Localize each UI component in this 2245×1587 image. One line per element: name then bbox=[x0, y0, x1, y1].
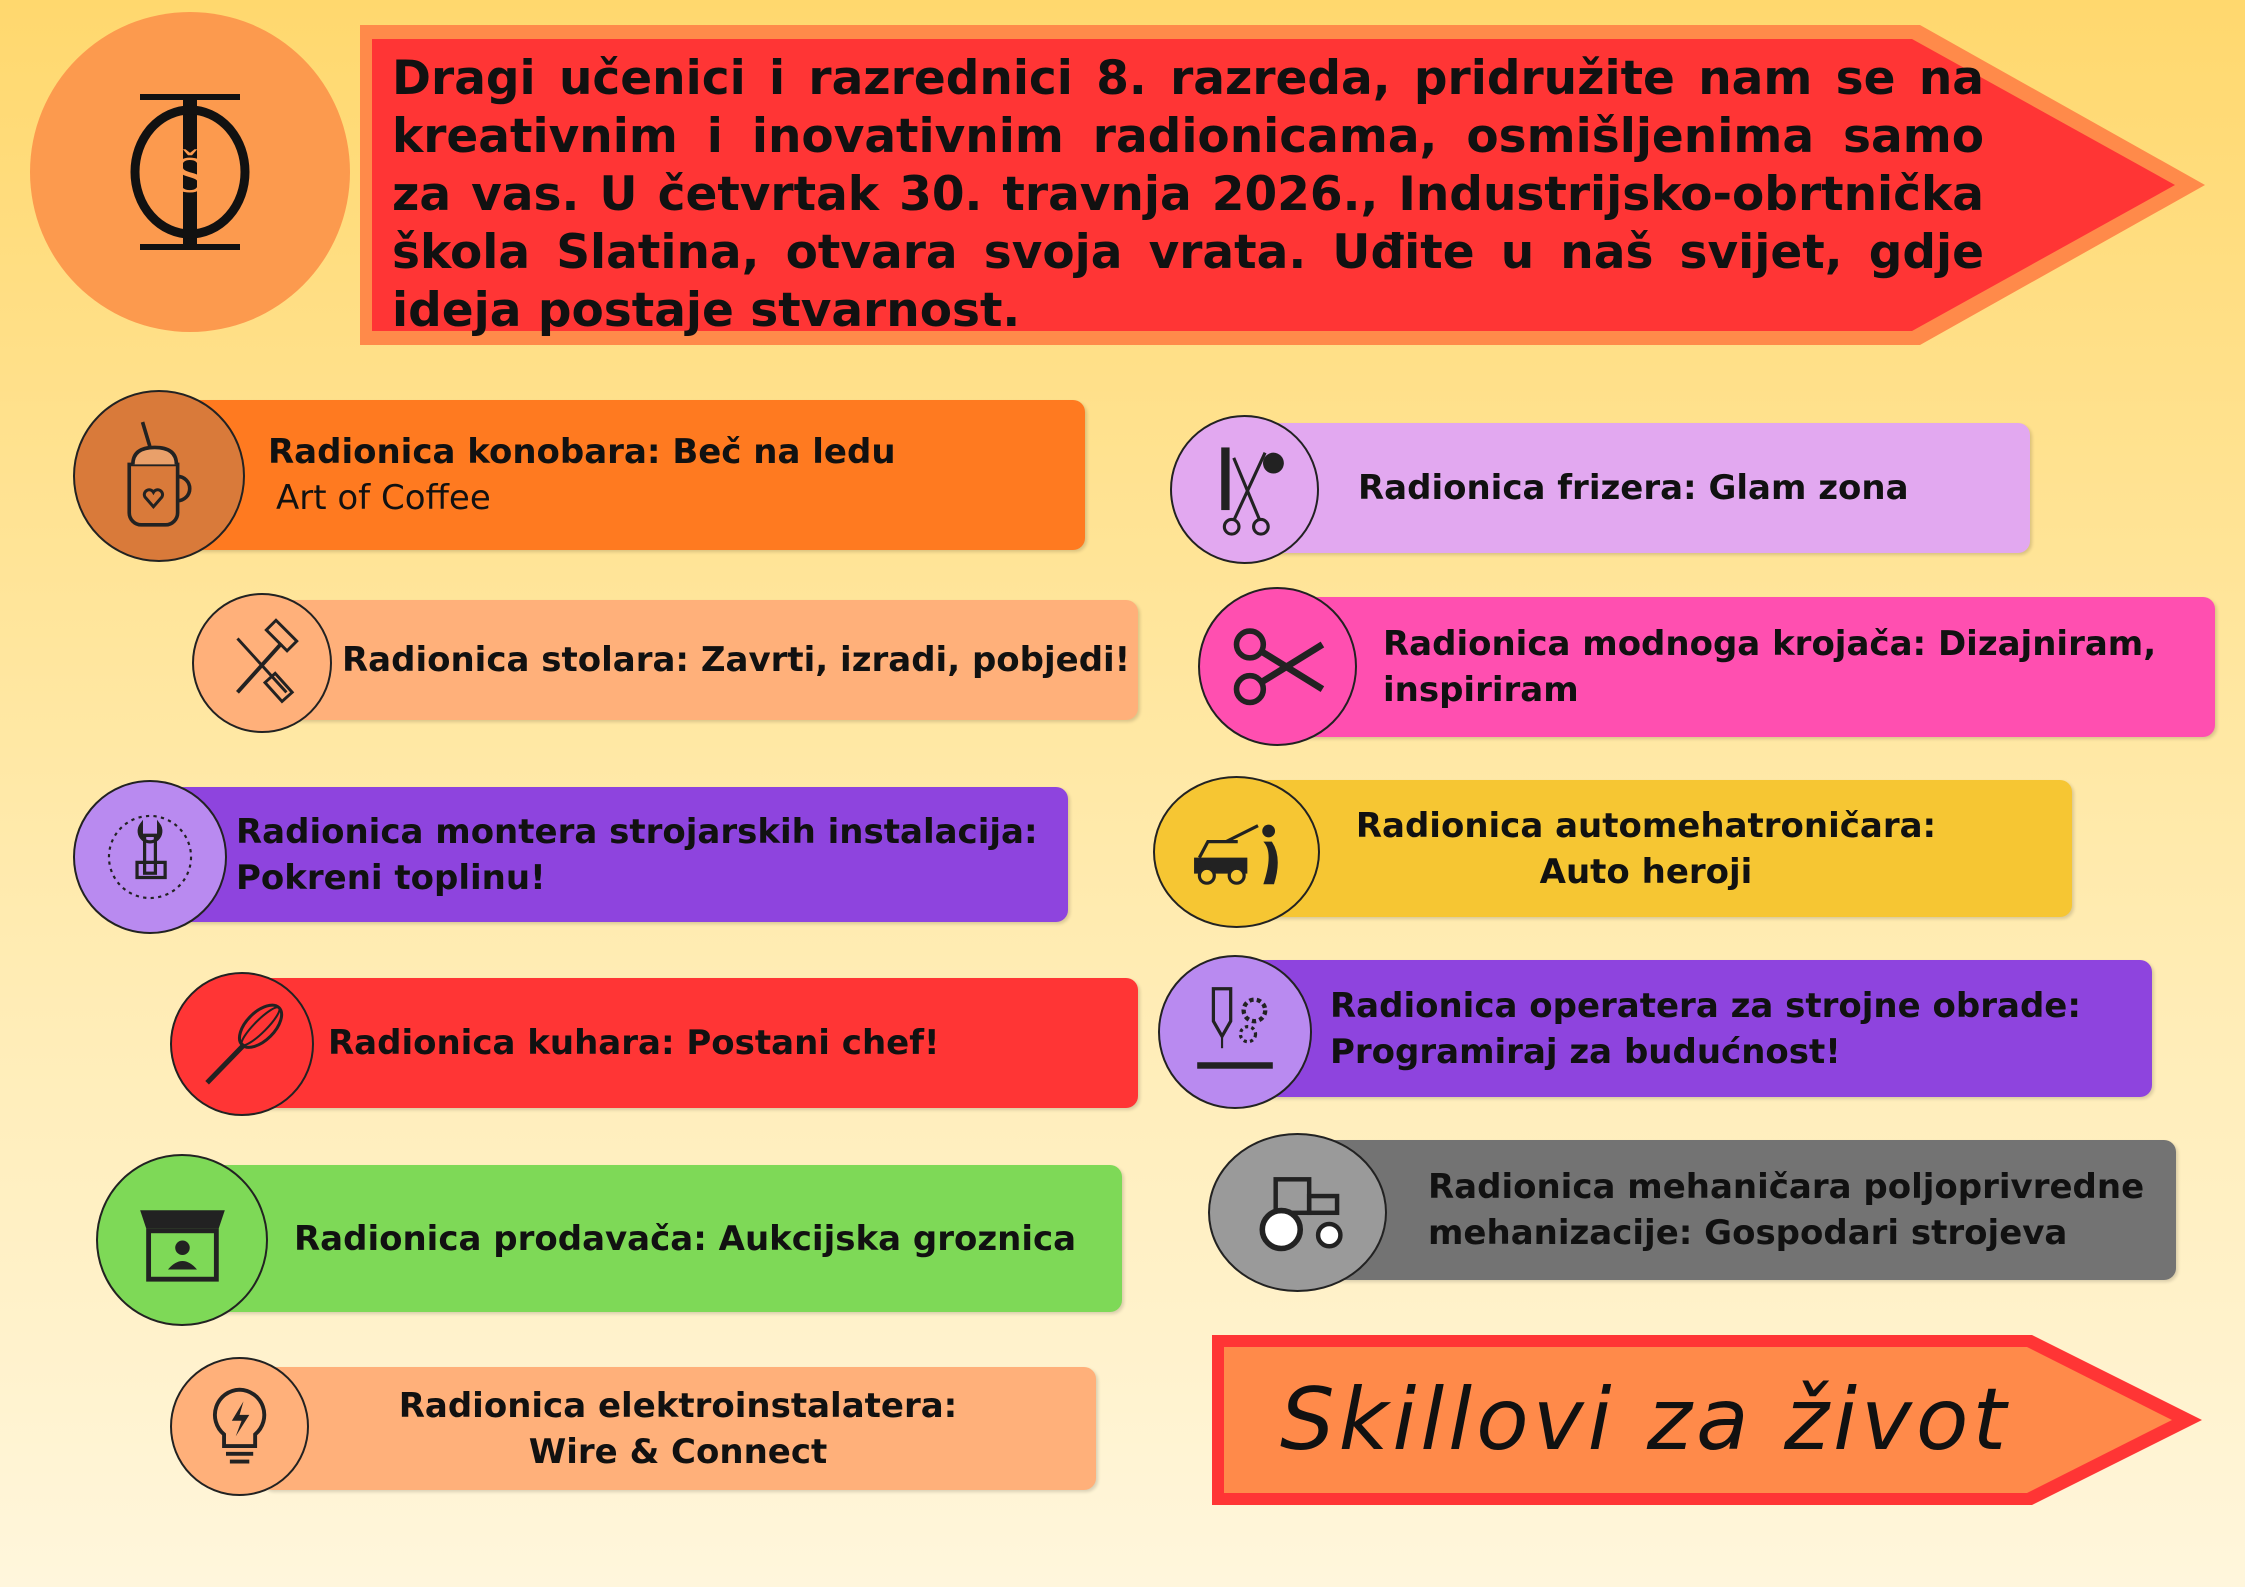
workshop-subtitle: Wire & Connect bbox=[528, 1431, 828, 1472]
workshop-title: Radionica automehatroničara: bbox=[1355, 805, 1937, 846]
coffee-cup-icon bbox=[73, 390, 245, 562]
workshop-title: Radionica prodavača: Aukcijska groznica bbox=[294, 1218, 1077, 1259]
workshop-title: Radionica mehaničara poljoprivredne bbox=[1428, 1167, 2145, 1207]
workshop-title: Radionica konobara: Beč na ledu bbox=[268, 432, 896, 472]
workshop-subtitle: inspiriram bbox=[1383, 670, 1579, 710]
workshop-card-cook[interactable] bbox=[230, 978, 1138, 1108]
workshop-title: Radionica frizera: Glam zona bbox=[1358, 468, 1909, 508]
workshop-title: Radionica stolara: Zavrti, izradi, pobjedi! bbox=[342, 640, 1131, 680]
workshop-card-agri-mechanic[interactable] bbox=[1290, 1140, 2176, 1280]
wrench-hand-icon bbox=[73, 780, 227, 934]
svg-text:Š: Š bbox=[174, 149, 206, 203]
intro-text: Dragi učenici i razrednici 8. razreda, pridružite nam se na kreativnim i inovativnim radionicama, osmišljenima samo za vas. U četvrtak 30. travnja 2026., Industrijsko-obrtnička škola Slatina, otvara svoja vrata. Uđite u naš svijet, gdje ideja postaje stvarnost. bbox=[392, 51, 1984, 338]
workshop-title: Radionica kuhara: Postani chef! bbox=[328, 1023, 940, 1063]
workshop-title: Radionica modnoga krojača: Dizajniram, bbox=[1383, 624, 2157, 664]
workshop-card-hairdresser[interactable] bbox=[1240, 423, 2030, 553]
workshop-card-cnc-operator[interactable] bbox=[1250, 960, 2152, 1097]
workshop-subtitle: mehanizacije: Gospodari strojeva bbox=[1428, 1213, 2068, 1253]
workshop-subtitle: Pokreni toplinu! bbox=[236, 857, 546, 898]
car-mechanic-icon bbox=[1153, 776, 1320, 928]
workshop-card-electrician[interactable] bbox=[260, 1367, 1096, 1490]
school-logo bbox=[30, 12, 350, 332]
workshop-card-installer[interactable] bbox=[150, 787, 1068, 922]
shop-icon bbox=[96, 1154, 268, 1326]
workshop-title: Radionica montera strojarskih instalacija: bbox=[236, 811, 1038, 852]
workshop-subtitle: Auto heroji bbox=[1539, 851, 1753, 892]
hammer-screwdriver-icon bbox=[192, 593, 332, 733]
workshop-card-carpenter[interactable] bbox=[250, 600, 1138, 720]
workshop-card-automechatronics[interactable] bbox=[1220, 780, 2072, 917]
workshop-title: Radionica operatera za strojne obrade: bbox=[1330, 985, 2081, 1026]
comb-scissors-icon bbox=[1170, 415, 1319, 564]
workshop-card-seller[interactable] bbox=[180, 1165, 1122, 1312]
slogan-text: Skillovi za život bbox=[1280, 1370, 2011, 1470]
whisk-icon bbox=[170, 972, 314, 1116]
lightbulb-icon bbox=[170, 1357, 309, 1496]
workshop-card-tailor[interactable] bbox=[1280, 597, 2215, 737]
workshop-title: Radionica elektroinstalatera: bbox=[398, 1385, 958, 1426]
cnc-gears-icon bbox=[1158, 955, 1312, 1109]
workshop-subtitle: Art of Coffee bbox=[276, 478, 491, 518]
workshop-card-waiter[interactable] bbox=[150, 400, 1085, 550]
tractor-icon bbox=[1208, 1133, 1387, 1292]
school-logo-icon bbox=[100, 82, 280, 262]
workshop-subtitle: Programiraj za budućnost! bbox=[1330, 1031, 1841, 1072]
scissors-icon bbox=[1198, 587, 1357, 746]
